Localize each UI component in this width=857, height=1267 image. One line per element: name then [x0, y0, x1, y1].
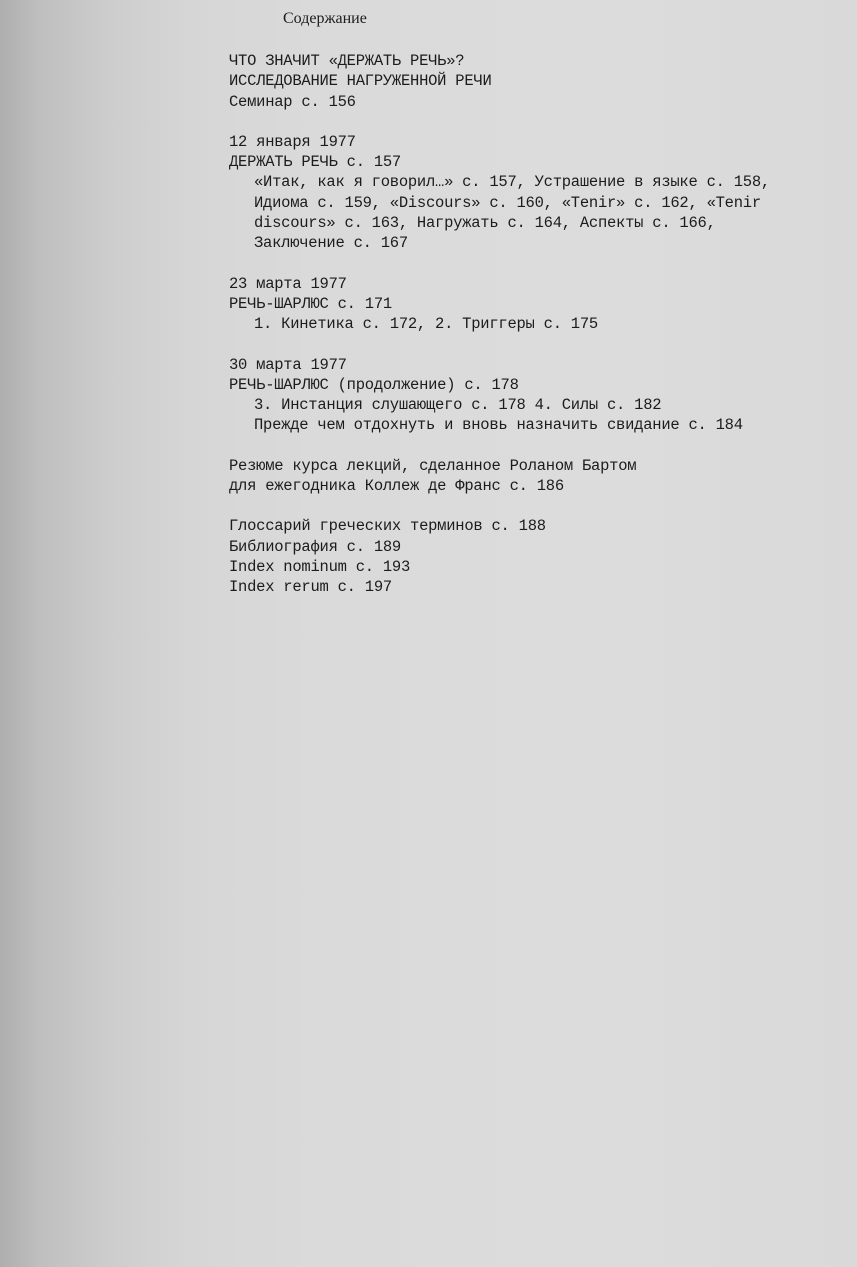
- toc-entry-line: 12 января 1977: [229, 132, 356, 151]
- toc-subentry-line: «Итак, как я говорил…» с. 157, Устрашение в языке с. 158,: [254, 173, 770, 192]
- section-gap: [229, 254, 829, 274]
- toc-section: [229, 132, 829, 254]
- toc-entry-line: Index rerum с. 197: [229, 578, 392, 597]
- toc-entry-line: Глоссарий греческих терминов с. 188: [229, 517, 546, 536]
- toc-section: [229, 274, 829, 335]
- toc-entry-line: ДЕРЖАТЬ РЕЧЬ с. 157: [229, 153, 401, 172]
- toc-entry-line: Резюме курса лекций, сделанное Роланом Бартом: [229, 456, 637, 475]
- section-gap: [229, 112, 829, 132]
- page-title: Содержание: [283, 10, 367, 27]
- toc-entry-line: Семинар с. 156: [229, 92, 356, 111]
- toc-subentry-line: Заключение с. 167: [254, 234, 408, 253]
- toc-entry-line: ЧТО ЗНАЧИТ «ДЕРЖАТЬ РЕЧЬ»?: [229, 52, 465, 70]
- toc-entry-line: РЕЧЬ-ШАРЛЮС с. 171: [229, 294, 392, 313]
- toc-section: [229, 456, 829, 497]
- section-gap: [229, 496, 829, 516]
- toc-entry-line: РЕЧЬ-ШАРЛЮС (продолжение) с. 178: [229, 375, 519, 394]
- toc-entry-line: 23 марта 1977: [229, 274, 347, 293]
- toc-subentry-line: Идиома с. 159, «Discours» с. 160, «Tenir» с. 162, «Tenir: [254, 193, 761, 212]
- toc-entry-line: 30 марта 1977: [229, 355, 347, 374]
- toc-section: [229, 516, 829, 597]
- section-gap: [229, 335, 829, 355]
- section-gap: [229, 436, 829, 456]
- toc-subentry-line: 1. Кинетика с. 172, 2. Триггеры с. 175: [254, 315, 598, 334]
- toc-subentry-line: 3. Инстанция слушающего с. 178 4. Силы с. 182: [254, 396, 662, 415]
- toc-subentry-line: discours» с. 163, Нагружать с. 164, Аспекты с. 166,: [254, 214, 716, 233]
- toc-entry-line: для ежегодника Коллеж де Франс с. 186: [229, 477, 564, 496]
- toc-section: [229, 51, 829, 112]
- toc-entry-line: ИССЛЕДОВАНИЕ НАГРУЖЕННОЙ РЕЧИ: [229, 72, 492, 91]
- toc-subentry-line: Прежде чем отдохнуть и вновь назначить свидание с. 184: [254, 416, 743, 435]
- table-of-contents: [229, 51, 829, 598]
- toc-entry-line: Библиография с. 189: [229, 537, 401, 556]
- toc-section: [229, 355, 829, 436]
- toc-entry-line: Index nominum с. 193: [229, 557, 411, 576]
